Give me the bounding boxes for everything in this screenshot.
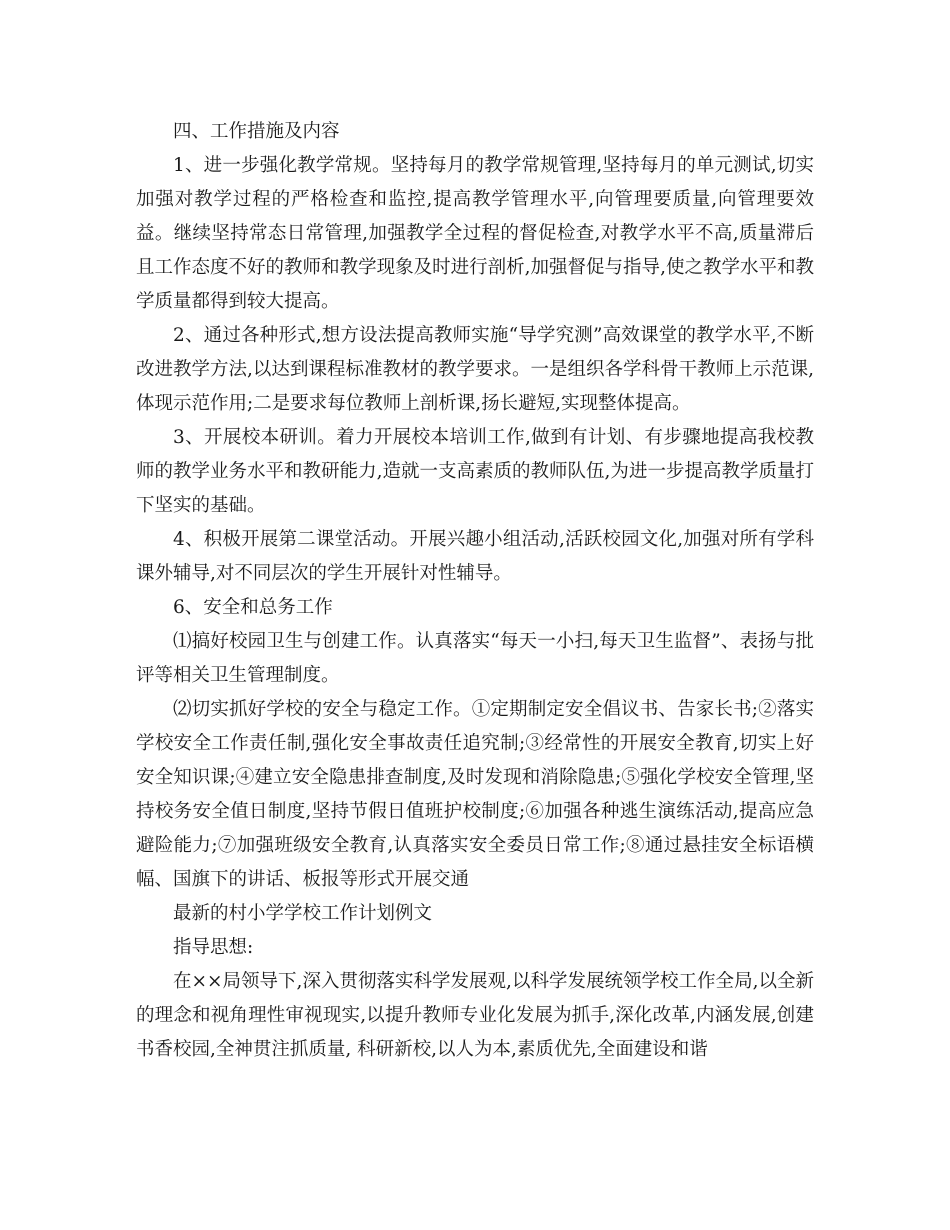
paragraph-efficient-classroom: 2、通过各种形式,想方设法提高教师实施“导学究测”高效课堂的教学水平,不断改进教学方法,以达到课程标准教材的教学要求。一是组织各学科骨干教师上示范课,体现示范作用;二是要求每位教师上剖析课,扬长避短,实现整体提高。 xyxy=(136,325,814,414)
paragraph-school-training: 3、开展校本研训。着力开展校本培训工作,做到有计划、有步骤地提高我校教师的教学业务水平和教研能力,造就一支高素质的教师队伍,为进一步提高教学质量打下坚实的基础。 xyxy=(136,427,814,516)
paragraph-safety-stability: ⑵切实抓好学校的安全与稳定工作。①定期制定安全倡议书、告家长书;②落实学校安全工作责任制,强化安全事故责任追究制;③经常性的开展安全教育,切实上好安全知识课;④建立安全隐患排查制度,及时发现和消除隐患;⑤强化学校安全管理,坚持校务安全值日制度,坚持节假日值班护校制度;⑥加强各种逃生演练活动,提高应急避险能力;⑦加强班级安全教育,认真落实安全委员日常工作;⑧通过悬挂安全标语横幅、国旗下的讲话、板报等形式开展交通 xyxy=(136,699,814,890)
subheading-guiding-ideology: 指导思想: xyxy=(173,937,254,958)
paragraph-teaching-routine: 1、进一步强化教学常规。坚持每月的教学常规管理,坚持每月的单元测试,切实加强对教学过程的严格检查和监控,提高教学管理水平,向管理要质量,向管理要效益。继续坚持常态日常管理,加强教学全过程的督促检查,对教学水平不高,质量滞后且工作态度不好的教师和教学现象及时进行剖析,加强督促与指导,使之教学水平和教学质量都得到较大提高。 xyxy=(136,155,814,312)
section-heading-work-measures: 四、工作措施及内容 xyxy=(173,121,340,142)
paragraph-guiding-ideology: 在××局领导下,深入贯彻落实科学发展观,以科学发展统领学校工作全局,以全新的理念和视角理性审视现实,以提升教师专业化发展为抓手,深化改革,内涵发展,创建书香校园,全神贯注抓质量, 科研新校,以人为本,素质优先,全面建设和谐 xyxy=(136,971,814,1060)
subheading-safety-general-affairs: 6、安全和总务工作 xyxy=(173,597,333,618)
document-body xyxy=(136,115,814,1067)
article-title: 最新的村小学学校工作计划例文 xyxy=(173,903,433,924)
paragraph-second-classroom: 4、积极开展第二课堂活动。开展兴趣小组活动,活跃校园文化,加强对所有学科课外辅导,对不同层次的学生开展针对性辅导。 xyxy=(136,529,814,584)
paragraph-campus-hygiene: ⑴搞好校园卫生与创建工作。认真落实“每天一小扫,每天卫生监督”、表扬与批评等相关卫生管理制度。 xyxy=(136,631,814,686)
